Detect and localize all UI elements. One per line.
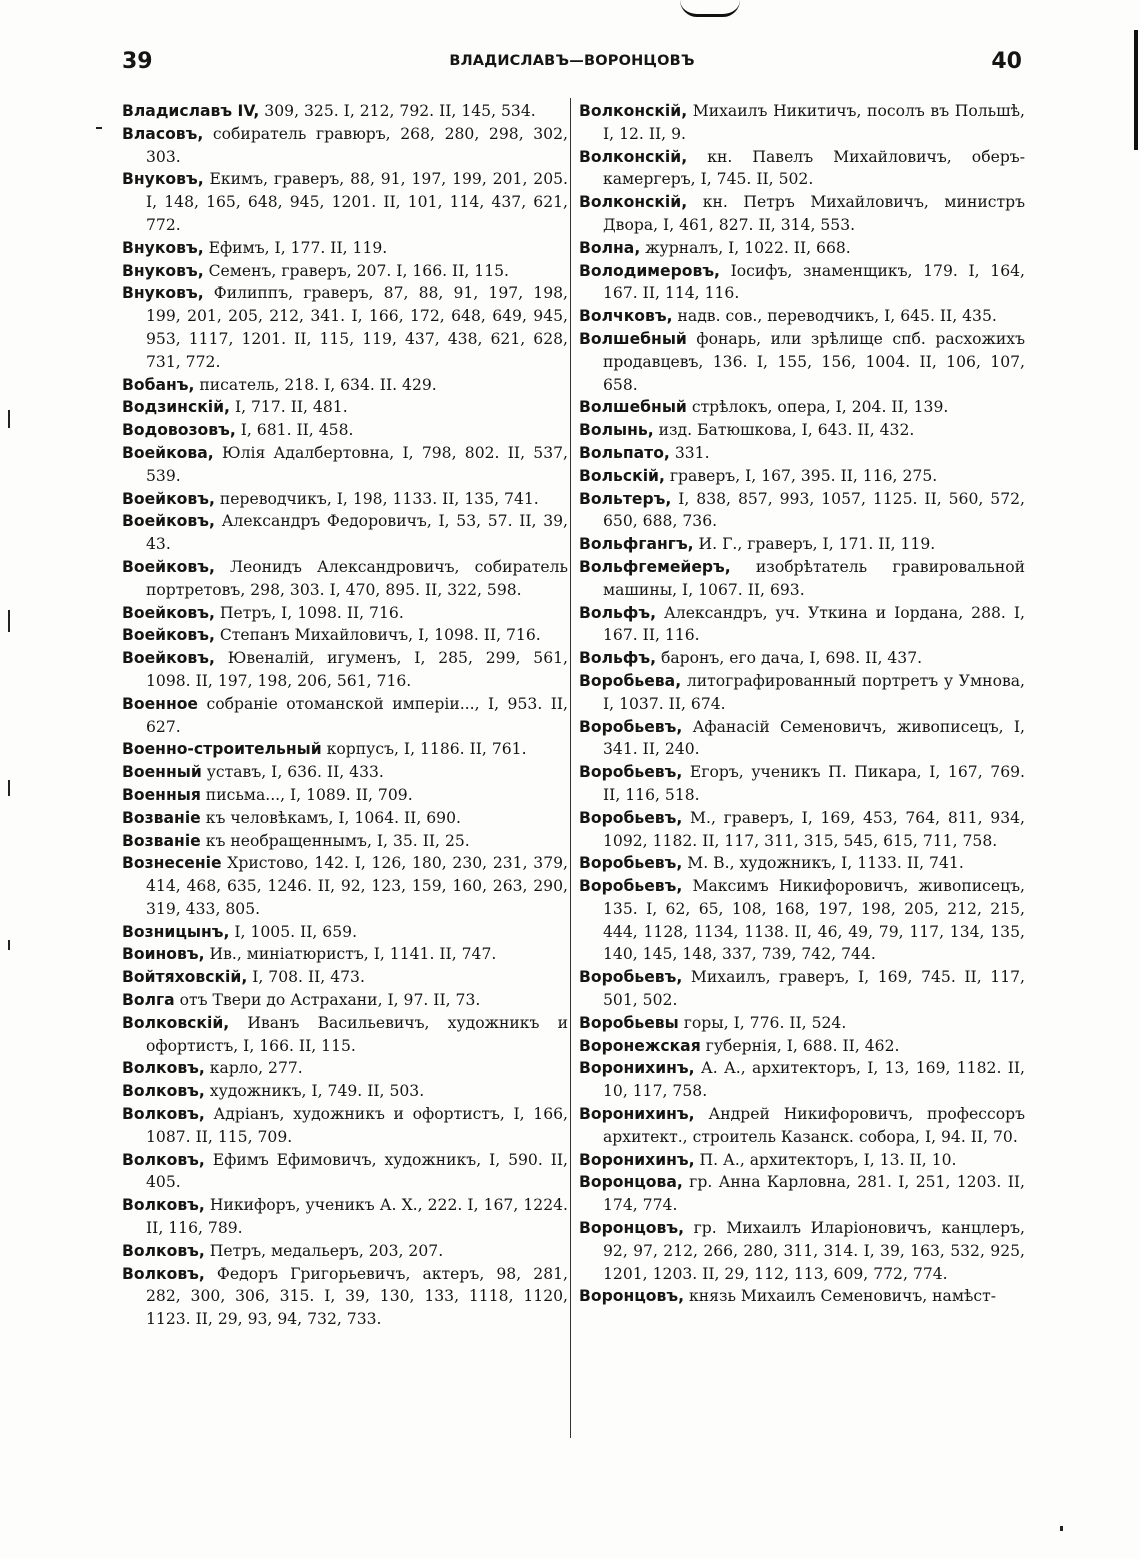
right-page-number: 40 (991, 48, 1022, 74)
entry-references: переводчикъ, I, 198, 1133. II, 135, 741. (214, 489, 539, 508)
entry-references: губернія, I, 688. II, 462. (700, 1036, 900, 1055)
margin-mark (8, 940, 10, 950)
entry-headword: Волковъ, (122, 1059, 205, 1078)
index-entry (122, 556, 568, 602)
entry-headword: Военный (122, 763, 202, 782)
right-index-column (579, 100, 1025, 1308)
entry-references: Христово, 142. I, 126, 180, 230, 231, 379, 414, 468, 635, 1246. II, 92, 123, 159, 160, 263, 290, 319, 433, 805. (146, 854, 568, 918)
entry-references: Андрей Никифоровичъ, профессоръ архитект., строитель Казанск. собора, I, 94. II, 70. (603, 1105, 1025, 1146)
index-entry (122, 807, 568, 830)
margin-mark (1060, 1526, 1063, 1531)
margin-mark (8, 780, 10, 796)
entry-headword: Владиславъ IV, (122, 102, 260, 120)
entry-references: 331. (669, 443, 710, 462)
index-entry (122, 966, 568, 989)
entry-references: Степанъ Михайловичъ, I, 1098. II, 716. (214, 626, 541, 645)
entry-headword: Войтяховскій, (122, 968, 248, 987)
entry-headword: Воронцовъ, (579, 1219, 685, 1238)
entry-headword: Воейковъ, (122, 489, 215, 508)
entry-references: I, 838, 857, 993, 1057, 1125. II, 560, 572, 650, 688, 736. (603, 489, 1025, 531)
entry-headword: Волчковъ, (579, 307, 673, 326)
entry-headword: Воиновъ, (122, 945, 205, 964)
index-entry (579, 602, 1025, 648)
index-entry (122, 1194, 568, 1240)
entry-references: собиратель гравюръ, 268, 280, 298, 302, 303. (146, 124, 568, 166)
entry-headword: Внуковъ, (122, 284, 204, 303)
entry-references: Леонидъ Александровичъ, собиратель портретовъ, 298, 303. I, 470, 895. II, 322, 598. (146, 557, 568, 599)
entry-headword: Волна, (579, 238, 641, 257)
index-entry (579, 396, 1025, 419)
entry-headword: Волга (122, 991, 175, 1010)
index-entry (579, 761, 1025, 807)
entry-headword: Воронцовъ, (579, 1287, 685, 1306)
entry-references: Егоръ, ученикъ П. Пикара, I, 167, 769. II, 116, 518. (603, 763, 1025, 804)
entry-references: Ефимъ, I, 177. II, 119. (203, 238, 388, 257)
entry-references: I, 1005. II, 659. (229, 922, 358, 941)
index-entry (579, 807, 1025, 853)
index-entry (122, 100, 568, 123)
entry-references: 309, 325. I, 212, 792. II, 145, 534. (259, 102, 536, 120)
entry-headword: Вознесеніе (122, 854, 222, 873)
entry-headword: Волконскій, (579, 193, 688, 212)
entry-headword: Волконскій, (579, 147, 688, 166)
entry-headword: Вольфъ, (579, 649, 656, 668)
index-entry (122, 738, 568, 761)
index-entry (579, 146, 1025, 192)
index-entry (579, 260, 1025, 306)
entry-headword: Волшебный (579, 329, 687, 348)
entry-references: Александръ, уч. Уткина и Іордана, 288. I, 167. II, 116. (603, 603, 1025, 645)
entry-headword: Волковъ, (122, 1196, 205, 1215)
entry-headword: Волковъ, (122, 1105, 205, 1124)
index-entry (579, 442, 1025, 465)
entry-headword: Волковъ, (122, 1264, 205, 1283)
entry-references: стрѣлокъ, опера, I, 204. II, 139. (686, 398, 949, 417)
running-title: ВЛАДИСЛАВЪ—ВОРОНЦОВЪ (449, 53, 695, 69)
index-entry (579, 670, 1025, 716)
entry-headword: Власовъ, (122, 124, 204, 143)
entry-headword: Возваніе (122, 808, 201, 827)
index-entry (579, 1012, 1025, 1035)
entry-references: Михаилъ, граверъ, I, 169, 745. II, 117, 501, 502. (603, 968, 1025, 1010)
left-index-column (122, 100, 568, 1331)
entry-headword: Воейковъ, (122, 603, 215, 622)
entry-headword: Воронихинъ, (579, 1105, 695, 1124)
entry-references: М., граверъ, I, 169, 453, 764, 811, 934, 1092, 1182. II, 117, 311, 315, 545, 615, 711, 758. (603, 808, 1025, 850)
entry-references: Іосифъ, знаменщикъ, 179. I, 164, 167. II, 114, 116. (603, 261, 1025, 303)
entry-references: Ювеналій, игуменъ, I, 285, 299, 561, 1098. II, 197, 198, 206, 561, 716. (146, 649, 568, 690)
entry-headword: Вольскій, (579, 466, 665, 485)
index-entry (122, 602, 568, 625)
index-entry (122, 488, 568, 511)
entry-headword: Воробьевъ, (579, 808, 683, 827)
entry-references: кн. Павелъ Михайловичъ, оберъ-камергеръ, I, 745. II, 502. (603, 147, 1025, 189)
index-entry (579, 1103, 1025, 1149)
index-entry (122, 419, 568, 442)
index-entry (579, 488, 1025, 534)
entry-headword: Вобанъ, (122, 375, 195, 394)
index-entry (579, 1171, 1025, 1217)
entry-references: изд. Батюшкова, I, 643. II, 432. (653, 421, 915, 440)
entry-headword: Волковъ, (122, 1241, 205, 1260)
entry-headword: Воейковъ, (122, 649, 215, 668)
entry-headword: Воробьевъ, (579, 717, 683, 736)
index-entry (122, 693, 568, 739)
index-entry (579, 1217, 1025, 1285)
index-entry (122, 989, 568, 1012)
entry-references: Александръ Федоровичъ, I, 53, 57. II, 39, 43. (146, 512, 568, 554)
entry-headword: Воронихинъ, (579, 1059, 695, 1078)
entry-headword: Водзинскій, (122, 398, 230, 417)
entry-headword: Володимеровъ, (579, 261, 720, 280)
entry-headword: Воронихинъ, (579, 1150, 695, 1169)
entry-headword: Воейковъ, (122, 512, 215, 531)
page-edge-mark (1134, 30, 1138, 150)
entry-references: Адріанъ, художникъ и офортистъ, I, 166, 1087. II, 115, 709. (146, 1105, 568, 1146)
entry-references: Ефимъ Ефимовичъ, художникъ, I, 590. II, 405. (146, 1150, 568, 1192)
index-entry (122, 442, 568, 488)
entry-headword: Воейковъ, (122, 557, 215, 576)
entry-references: Михаилъ Никитичъ, посолъ въ Польшѣ, I, 12. II, 9. (603, 102, 1025, 143)
index-entry (122, 1103, 568, 1149)
entry-headword: Волшебный (579, 398, 687, 417)
entry-references: I, 708. II, 473. (247, 968, 365, 987)
entry-headword: Воробьевы (579, 1013, 679, 1032)
index-entry (579, 1285, 1025, 1308)
entry-headword: Волынь, (579, 421, 654, 440)
entry-headword: Военныя (122, 785, 201, 804)
entry-references: кн. Петръ Михайловичъ, министръ Двора, I, 461, 827. II, 314, 553. (603, 193, 1025, 234)
entry-headword: Водовозовъ, (122, 421, 236, 440)
entry-headword: Воейковъ, (122, 626, 215, 645)
entry-references: карло, 277. (204, 1059, 303, 1078)
entry-references: Юлія Адалбертовна, I, 798, 802. II, 537, 539. (146, 443, 568, 485)
index-entry (122, 1012, 568, 1058)
index-entry (122, 921, 568, 944)
entry-headword: Воронцова, (579, 1173, 683, 1192)
entry-references: собраніе отоманской имперіи..., I, 953. II, 627. (146, 694, 568, 736)
entry-references: Петръ, I, 1098. II, 716. (214, 603, 404, 622)
index-entry (122, 624, 568, 647)
entry-references: П. А., архитекторъ, I, 13. II, 10. (694, 1150, 957, 1169)
column-divider (570, 98, 571, 1438)
index-entry (122, 1057, 568, 1080)
entry-references: уставъ, I, 636. II, 433. (201, 763, 384, 782)
entry-headword: Воробьевъ, (579, 763, 683, 782)
index-entry (579, 875, 1025, 966)
entry-headword: Возваніе (122, 831, 201, 850)
entry-headword: Вольтеръ, (579, 489, 672, 508)
index-entry (122, 237, 568, 260)
index-entry (579, 1149, 1025, 1172)
entry-references: гр. Михаилъ Иларіоновичъ, канцлеръ, 92, 97, 212, 266, 280, 311, 314. I, 39, 163, 532, 925, 1201, 1203. II, 29, 112, 113, 609, 772, 774. (603, 1219, 1025, 1283)
index-entry (122, 123, 568, 169)
entry-headword: Воронежская (579, 1036, 701, 1055)
index-entry (579, 237, 1025, 260)
index-entry (579, 305, 1025, 328)
margin-mark (8, 610, 10, 632)
entry-references: М. В., художникъ, I, 1133. II, 741. (682, 854, 964, 873)
entry-references: къ необращеннымъ, I, 35. II, 25. (200, 831, 470, 850)
entry-headword: Вольфъ, (579, 603, 656, 622)
entry-references: гр. Анна Карловна, 281. I, 251, 1203. II, 174, 774. (603, 1173, 1025, 1215)
index-entry (122, 260, 568, 283)
entry-references: А. А., архитекторъ, I, 13, 169, 1182. II, 10, 117, 758. (603, 1059, 1025, 1101)
entry-headword: Военное (122, 694, 199, 713)
entry-headword: Волковъ, (122, 1150, 205, 1169)
entry-headword: Воейкова, (122, 443, 214, 462)
entry-references: I, 717. II, 481. (229, 398, 348, 417)
index-entry (579, 647, 1025, 670)
entry-headword: Волковскій, (122, 1013, 230, 1032)
entry-references: художникъ, I, 749. II, 503. (204, 1082, 425, 1101)
entry-references: литографированный портретъ у Умнова, I, 1037. II, 674. (603, 671, 1025, 713)
index-entry (122, 830, 568, 853)
entry-references: горы, I, 776. II, 524. (678, 1013, 847, 1032)
entry-references: отъ Твери до Астрахани, I, 97. II, 73. (174, 991, 481, 1010)
index-entry (579, 1035, 1025, 1058)
index-entry (579, 852, 1025, 875)
entry-headword: Военно-строительный (122, 740, 322, 759)
entry-references: Петръ, медальеръ, 203, 207. (204, 1241, 444, 1260)
index-entry (122, 761, 568, 784)
entry-headword: Возницынъ, (122, 922, 230, 941)
margin-mark (8, 410, 10, 428)
index-entry (122, 510, 568, 556)
index-entry (579, 533, 1025, 556)
entry-headword: Вольфгангъ, (579, 535, 694, 554)
entry-references: Максимъ Никифоровичъ, живописецъ, 135. I, 62, 65, 108, 168, 197, 198, 205, 212, 215, 444, 1128, 1134, 1138. II, 46, 49, 79, 117, 134, 135, 140, 145, 148, 337, 739, 742, 744. (603, 877, 1025, 964)
margin-mark (96, 127, 102, 129)
index-entry (122, 1080, 568, 1103)
entry-references: Филиппъ, граверъ, 87, 88, 91, 197, 198, 199, 201, 205, 212, 341. I, 166, 172, 648, 649, 945, 953, 1117, 1201. II, 115, 119, 437, 438, 621, 628, 731, 772. (146, 284, 568, 371)
entry-headword: Воробьева, (579, 671, 682, 690)
entry-headword: Волковъ, (122, 1082, 205, 1101)
index-entry (122, 1263, 568, 1331)
index-entry (579, 716, 1025, 762)
index-entry (579, 419, 1025, 442)
page-top-ornament (680, 0, 740, 17)
entry-references: Ив., миніатюристъ, I, 1141. II, 747. (204, 945, 497, 964)
entry-references: князь Михаилъ Семеновичъ, намѣст- (684, 1287, 997, 1306)
index-entry (122, 784, 568, 807)
entry-headword: Внуковъ, (122, 261, 204, 280)
entry-headword: Воробьевъ, (579, 877, 683, 896)
entry-references: Иванъ Васильевичъ, художникъ и офортистъ, I, 166. II, 115. (146, 1013, 568, 1055)
entry-references: фонарь, или зрѣлище спб. расхожихъ продавцевъ, 136. I, 155, 156, 1004. II, 106, 107, 658. (603, 329, 1025, 394)
page-header (122, 44, 1022, 78)
entry-references: баронъ, его дача, I, 698. II, 437. (656, 649, 923, 668)
entry-references: граверъ, I, 167, 395. II, 116, 275. (664, 466, 938, 485)
entry-references: изобрѣтатель гравировальной машины, I, 1067. II, 693. (603, 557, 1025, 599)
entry-headword: Вольпато, (579, 443, 670, 462)
entry-headword: Внуковъ, (122, 170, 204, 189)
entry-headword: Воробьевъ, (579, 854, 683, 873)
entry-references: Федоръ Григорьевичъ, актеръ, 98, 281, 282, 300, 306, 315. I, 39, 130, 133, 1118, 1120, 1123. II, 29, 93, 94, 732, 733. (146, 1264, 568, 1329)
index-entry (579, 465, 1025, 488)
entry-references: письма..., I, 1089. II, 709. (200, 785, 413, 804)
entry-references: Екимъ, граверъ, 88, 91, 197, 199, 201, 205. I, 148, 165, 648, 945, 1201. II, 101, 114, 437, 621, 772. (146, 170, 568, 234)
entry-references: I, 681. II, 458. (235, 421, 354, 440)
entry-references: Никифоръ, ученикъ А. Х., 222. I, 167, 1224. II, 116, 789. (146, 1196, 568, 1238)
index-entry (579, 1057, 1025, 1103)
index-entry (122, 396, 568, 419)
entry-references: надв. сов., переводчикъ, I, 645. II, 435. (672, 307, 997, 326)
entry-references: И. Г., граверъ, I, 171. II, 119. (693, 535, 936, 554)
entry-references: къ человѣкамъ, I, 1064. II, 690. (200, 808, 461, 827)
index-entry (579, 556, 1025, 602)
index-entry (122, 1240, 568, 1263)
index-entry (579, 966, 1025, 1012)
index-entry (122, 852, 568, 920)
entry-headword: Воробьевъ, (579, 968, 683, 987)
index-entry (579, 191, 1025, 237)
entry-headword: Внуковъ, (122, 238, 204, 257)
index-entry (122, 1149, 568, 1195)
entry-references: Семенъ, граверъ, 207. I, 166. II, 115. (203, 261, 509, 280)
index-entry (122, 943, 568, 966)
index-entry (579, 328, 1025, 396)
entry-headword: Волконскій, (579, 102, 688, 120)
index-entry (579, 100, 1025, 146)
index-entry (122, 374, 568, 397)
entry-references: Афанасій Семеновичъ, живописецъ, I, 341. II, 240. (603, 717, 1025, 759)
left-page-number: 39 (122, 48, 153, 74)
index-entry (122, 168, 568, 236)
index-entry (122, 647, 568, 693)
entry-references: писатель, 218. I, 634. II. 429. (194, 375, 437, 394)
index-entry (122, 282, 568, 373)
entry-headword: Вольфгемейеръ, (579, 557, 731, 576)
entry-references: корпусъ, I, 1186. II, 761. (321, 740, 527, 759)
entry-references: журналъ, I, 1022. II, 668. (640, 238, 851, 257)
